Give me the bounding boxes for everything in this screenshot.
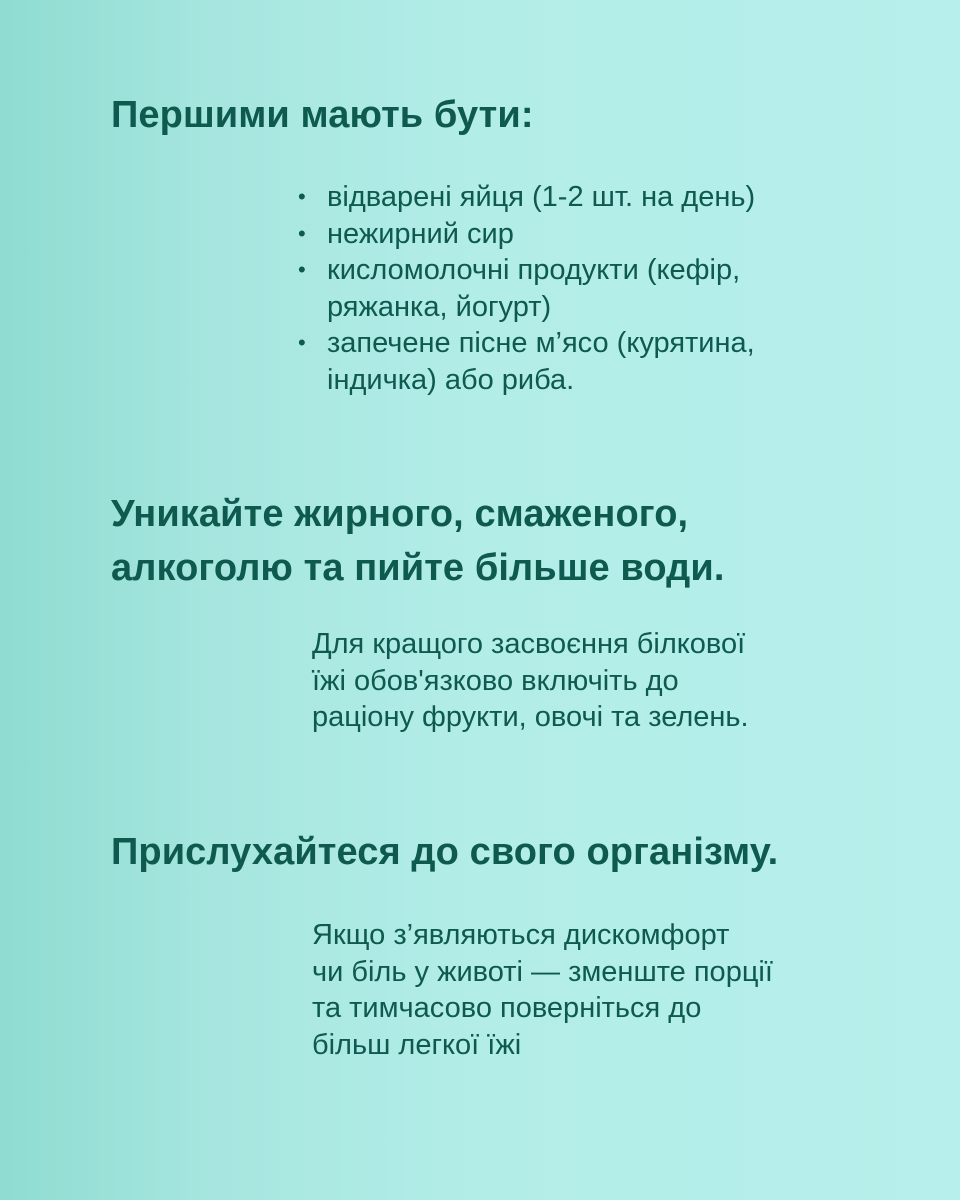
- list-item: [298, 325, 918, 398]
- heading-line: Уникайте жирного, смаженого,: [111, 493, 689, 535]
- heading-line: алкоголю та пийте більше води.: [111, 547, 725, 589]
- paragraph-line: Якщо з’являються дискомфорт: [312, 919, 730, 951]
- bullet-icon: •: [298, 220, 306, 246]
- paragraph-line: їжі обов'язково включіть до: [312, 664, 679, 697]
- paragraph-line: та тимчасово поверніться до: [312, 992, 702, 1024]
- paragraph-line: Для кращого засвоєння білкової: [312, 628, 746, 660]
- list-item: [298, 216, 918, 253]
- first-foods-list: [298, 179, 918, 398]
- paragraph-line: чи біль у животі — зменште порції: [312, 955, 773, 988]
- bullet-icon: •: [298, 330, 306, 355]
- list-item: [298, 252, 918, 325]
- list-item-text: ряжанка, йогурт): [327, 290, 552, 323]
- heading-avoid-fatty: [111, 487, 725, 595]
- list-item-text: нежирний сир: [327, 217, 514, 250]
- paragraph-discomfort: [312, 917, 872, 1063]
- list-item-text: відварені яйця (1-2 шт. на день): [327, 181, 756, 213]
- list-item-text: кисломолочні продукти (кефір,: [327, 254, 741, 286]
- heading-first-foods: Першими мають бути:: [111, 94, 534, 136]
- list-item: [298, 179, 918, 216]
- list-item-text: запечене пісне м’ясо (курятина,: [327, 327, 755, 359]
- bullet-icon: •: [298, 257, 306, 282]
- paragraph-absorption: [312, 626, 872, 736]
- paragraph-line: раціону фрукти, овочі та зелень.: [312, 701, 749, 733]
- heading-listen-to-body: Прислухайтеся до свого організму.: [111, 831, 779, 873]
- list-item-text: індичка) або риба.: [327, 363, 575, 396]
- paragraph-line: більш легкої їжі: [312, 1028, 522, 1061]
- bullet-icon: •: [298, 184, 306, 209]
